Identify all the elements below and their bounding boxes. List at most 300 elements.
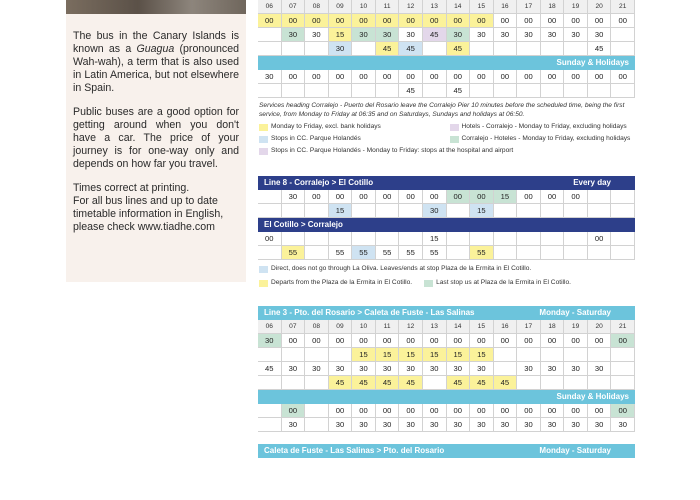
time-cell: 00 — [305, 334, 329, 348]
time-cell: 30 — [329, 42, 353, 56]
time-cell: 30 — [352, 28, 376, 42]
line3-title: Line 3 - Pto. del Rosario > Caleta de Fuste - Las Salinas — [264, 308, 475, 317]
line8-return-bar — [258, 218, 635, 232]
time-cell: 30 — [588, 362, 612, 376]
time-cell: 00 — [352, 190, 376, 204]
time-cell: 00 — [470, 14, 494, 28]
time-cell: 30 — [282, 190, 306, 204]
time-cell — [611, 84, 635, 98]
time-cell: 00 — [329, 404, 353, 418]
time-cell: 00 — [305, 190, 329, 204]
time-cell: 30 — [517, 28, 541, 42]
time-cell: 00 — [258, 232, 282, 246]
time-cell: 55 — [329, 246, 353, 260]
line3-weekday-grid — [258, 334, 635, 390]
time-cell: 00 — [399, 404, 423, 418]
intro-paragraph: The bus in the Canary Islands is known as a Guagua (pronounced Wah-wah), a term that is also used in Latin America, but not elsewhere in Spain. — [73, 30, 239, 94]
line-top-weekday-grid — [258, 14, 635, 56]
time-cell: 30 — [470, 28, 494, 42]
time-cell: 00 — [352, 404, 376, 418]
time-cell — [494, 362, 518, 376]
line3-holiday-bar — [258, 390, 635, 404]
holiday-label: Sunday & Holidays — [556, 392, 629, 401]
time-cell: 45 — [447, 84, 471, 98]
time-cell — [517, 348, 541, 362]
time-cell: 30 — [611, 418, 635, 432]
line8-title: Line 8 - Corralejo > El Cotillo — [264, 178, 374, 187]
time-cell: 00 — [399, 14, 423, 28]
line-top-holiday-grid — [258, 70, 635, 98]
timetable-info-text: For all bus lines and up to date timetable information in English, please check www.tiadhe.com — [73, 195, 224, 233]
time-cell: 00 — [423, 334, 447, 348]
time-cell: 00 — [470, 334, 494, 348]
time-cell — [470, 84, 494, 98]
line3-title-bar — [258, 306, 635, 320]
time-cell — [611, 28, 635, 42]
time-cell: 00 — [564, 190, 588, 204]
time-cell — [494, 246, 518, 260]
time-cell: 45 — [470, 376, 494, 390]
time-cell — [399, 232, 423, 246]
timetables — [258, 0, 635, 458]
time-cell: 00 — [588, 334, 612, 348]
legend-swatch — [450, 124, 459, 131]
time-cell — [541, 42, 565, 56]
time-cell: 00 — [282, 14, 306, 28]
time-cell — [258, 28, 282, 42]
hour-header-cell: 13 — [423, 0, 447, 14]
hour-header-cell: 13 — [423, 320, 447, 334]
time-cell: 00 — [376, 14, 400, 28]
line8-legend-departs: Departs from the Plaza de la Ermita in El Cotillo. — [259, 278, 412, 288]
time-cell: 00 — [541, 404, 565, 418]
time-cell — [352, 42, 376, 56]
time-cell: 00 — [352, 14, 376, 28]
hour-header-cell: 06 — [258, 320, 282, 334]
hour-header-cell: 18 — [541, 0, 565, 14]
hour-header-cell: 07 — [282, 0, 306, 14]
hours-header-top — [258, 0, 635, 14]
time-cell: 45 — [376, 42, 400, 56]
time-cell: 30 — [282, 28, 306, 42]
line8-return-title: El Cotillo > Corralejo — [264, 220, 343, 229]
time-cell: 45 — [494, 376, 518, 390]
time-cell — [376, 232, 400, 246]
time-cell: 30 — [376, 28, 400, 42]
time-cell — [305, 204, 329, 218]
legend-swatch — [424, 280, 433, 287]
hour-header-cell: 10 — [352, 0, 376, 14]
time-cell: 00 — [305, 70, 329, 84]
time-cell: 00 — [447, 404, 471, 418]
time-cell — [611, 204, 635, 218]
time-cell: 00 — [376, 334, 400, 348]
hour-header-cell: 15 — [470, 0, 494, 14]
line3-days: Monday - Saturday — [539, 308, 611, 317]
time-cell — [564, 246, 588, 260]
time-cell: 45 — [423, 28, 447, 42]
hour-header-cell: 12 — [399, 320, 423, 334]
time-cell — [470, 42, 494, 56]
line8-days: Every day — [573, 178, 611, 187]
time-cell — [517, 376, 541, 390]
time-cell: 00 — [282, 404, 306, 418]
hour-header-cell: 07 — [282, 320, 306, 334]
time-cell — [352, 204, 376, 218]
time-cell — [588, 348, 612, 362]
hour-header-cell: 21 — [611, 320, 635, 334]
time-cell: 00 — [494, 404, 518, 418]
time-cell — [588, 246, 612, 260]
time-cell: 15 — [376, 348, 400, 362]
time-cell: 30 — [376, 362, 400, 376]
time-cell: 00 — [423, 14, 447, 28]
time-cell: 00 — [588, 232, 612, 246]
time-cell: 45 — [399, 84, 423, 98]
hour-header-cell: 16 — [494, 0, 518, 14]
hour-header-cell: 08 — [305, 0, 329, 14]
time-cell — [305, 348, 329, 362]
time-cell: 00 — [588, 70, 612, 84]
time-cell: 30 — [588, 418, 612, 432]
time-cell — [352, 232, 376, 246]
time-cell — [564, 204, 588, 218]
time-cell: 30 — [564, 418, 588, 432]
time-cell — [494, 204, 518, 218]
time-cell — [564, 232, 588, 246]
time-cell: 00 — [423, 70, 447, 84]
time-cell: 00 — [282, 334, 306, 348]
time-cell: 30 — [541, 28, 565, 42]
time-cell: 30 — [282, 418, 306, 432]
time-cell: 30 — [399, 418, 423, 432]
time-cell: 00 — [541, 334, 565, 348]
time-cell: 00 — [447, 334, 471, 348]
time-cell: 00 — [611, 334, 635, 348]
times-correct-text: Times correct at printing. — [73, 182, 190, 194]
info-sidebar — [66, 14, 246, 282]
time-cell — [447, 232, 471, 246]
time-cell — [517, 204, 541, 218]
time-cell: 00 — [399, 70, 423, 84]
time-cell: 15 — [399, 348, 423, 362]
time-cell: 00 — [611, 14, 635, 28]
time-cell — [494, 232, 518, 246]
time-cell — [305, 42, 329, 56]
time-cell: 45 — [447, 376, 471, 390]
time-cell — [258, 246, 282, 260]
time-cell — [305, 232, 329, 246]
hour-header-cell: 11 — [376, 320, 400, 334]
time-cell: 00 — [376, 70, 400, 84]
time-cell: 00 — [564, 404, 588, 418]
time-cell — [282, 204, 306, 218]
legend-item: Hotels - Corralejo - Monday to Friday, excluding holidays — [450, 122, 635, 132]
time-cell: 30 — [423, 418, 447, 432]
line8-legend-direct: Direct, does not go through La Oliva. Leaves/ends at stop Plaza de la Ermita in El Cotillo. — [259, 264, 634, 274]
time-cell: 30 — [494, 28, 518, 42]
time-cell — [541, 348, 565, 362]
time-cell — [282, 348, 306, 362]
time-cell: 00 — [447, 14, 471, 28]
time-cell: 00 — [541, 70, 565, 84]
time-cell: 00 — [399, 190, 423, 204]
time-cell — [611, 348, 635, 362]
time-cell — [376, 204, 400, 218]
time-cell: 45 — [352, 376, 376, 390]
time-cell: 00 — [541, 190, 565, 204]
time-cell: 15 — [352, 348, 376, 362]
legend-item: Monday to Friday, excl. bank holidays — [259, 122, 444, 132]
time-cell — [305, 404, 329, 418]
time-cell: 00 — [282, 70, 306, 84]
time-cell: 45 — [399, 42, 423, 56]
time-cell: 15 — [329, 204, 353, 218]
time-cell: 00 — [447, 70, 471, 84]
time-cell: 30 — [376, 418, 400, 432]
hour-header-cell: 09 — [329, 320, 353, 334]
time-cell — [611, 42, 635, 56]
time-cell — [611, 362, 635, 376]
line3-return-bar — [258, 444, 635, 458]
legend-swatch — [259, 266, 268, 273]
time-cell: 30 — [399, 362, 423, 376]
time-cell — [517, 246, 541, 260]
time-cell: 45 — [447, 42, 471, 56]
time-cell: 00 — [517, 14, 541, 28]
time-cell: 00 — [494, 14, 518, 28]
line8-legend-last-stop: Last stop us at Plaza de la Ermita in El Cotillo. — [424, 278, 571, 288]
hour-header-cell: 19 — [564, 320, 588, 334]
legend-item: Corralejo - Hoteles - Monday to Friday, excluding holidays — [450, 134, 635, 144]
time-cell: 55 — [282, 246, 306, 260]
time-cell — [282, 376, 306, 390]
time-cell: 00 — [541, 14, 565, 28]
time-cell: 00 — [423, 404, 447, 418]
time-cell: 55 — [352, 246, 376, 260]
time-cell — [258, 204, 282, 218]
time-cell — [447, 246, 471, 260]
time-cell: 00 — [517, 190, 541, 204]
time-cell: 30 — [470, 418, 494, 432]
time-cell: 30 — [564, 362, 588, 376]
time-cell: 30 — [470, 362, 494, 376]
time-cell: 00 — [305, 14, 329, 28]
time-cell: 15 — [329, 28, 353, 42]
time-cell — [494, 348, 518, 362]
time-cell: 30 — [423, 204, 447, 218]
time-cell: 55 — [470, 246, 494, 260]
time-cell: 30 — [329, 362, 353, 376]
time-cell: 00 — [564, 14, 588, 28]
time-cell — [588, 376, 612, 390]
time-cell: 00 — [517, 70, 541, 84]
time-cell: 00 — [376, 190, 400, 204]
time-cell: 00 — [447, 190, 471, 204]
time-cell: 00 — [470, 404, 494, 418]
time-cell: 00 — [352, 334, 376, 348]
time-cell — [258, 42, 282, 56]
hour-header-cell: 18 — [541, 320, 565, 334]
time-cell — [329, 232, 353, 246]
legend-swatch — [450, 136, 459, 143]
time-cell: 00 — [494, 334, 518, 348]
line3-holiday-grid — [258, 404, 635, 432]
time-cell: 00 — [588, 14, 612, 28]
time-cell — [564, 84, 588, 98]
time-cell — [517, 232, 541, 246]
time-cell: 00 — [564, 334, 588, 348]
time-cell — [541, 204, 565, 218]
time-cell: 55 — [399, 246, 423, 260]
time-cell — [611, 190, 635, 204]
time-cell: 30 — [423, 362, 447, 376]
time-cell: 00 — [470, 190, 494, 204]
time-cell — [399, 204, 423, 218]
time-cell: 30 — [352, 418, 376, 432]
holiday-label: Sunday & Holidays — [556, 58, 629, 67]
time-cell — [517, 84, 541, 98]
time-cell — [494, 84, 518, 98]
time-cell: 55 — [376, 246, 400, 260]
time-cell — [352, 84, 376, 98]
time-cell — [470, 232, 494, 246]
hour-header-cell: 14 — [447, 320, 471, 334]
time-cell: 30 — [329, 418, 353, 432]
hour-header-cell: 16 — [494, 320, 518, 334]
time-cell: 00 — [611, 70, 635, 84]
time-cell — [282, 232, 306, 246]
hour-header-cell: 11 — [376, 0, 400, 14]
hour-header-cell: 10 — [352, 320, 376, 334]
time-cell: 00 — [588, 404, 612, 418]
hour-header-cell: 20 — [588, 320, 612, 334]
time-cell: 30 — [447, 418, 471, 432]
hour-header-cell: 08 — [305, 320, 329, 334]
time-cell — [611, 246, 635, 260]
public-buses-paragraph: Public buses are a good option for getting around when you don't have a car. The price of your journey is for one-way only and depends on how far you travel. — [73, 106, 239, 170]
time-cell: 30 — [541, 362, 565, 376]
hour-header-cell: 09 — [329, 0, 353, 14]
time-cell: 30 — [447, 362, 471, 376]
time-cell: 00 — [329, 70, 353, 84]
time-cell: 55 — [423, 246, 447, 260]
line-top-holiday-bar — [258, 56, 635, 70]
time-cell — [282, 42, 306, 56]
time-cell: 00 — [517, 334, 541, 348]
time-cell — [588, 190, 612, 204]
time-cell: 15 — [494, 190, 518, 204]
time-cell — [517, 42, 541, 56]
line8-grid — [258, 190, 635, 218]
time-cell — [258, 376, 282, 390]
time-cell — [258, 418, 282, 432]
time-cell: 00 — [611, 404, 635, 418]
hour-header-cell: 15 — [470, 320, 494, 334]
time-cell: 45 — [376, 376, 400, 390]
hour-header-cell: 21 — [611, 0, 635, 14]
time-cell: 00 — [470, 70, 494, 84]
legend-item-wide: Stops in CC. Parque Holandés - Monday to Friday: stops at the hospital and airport — [259, 146, 634, 156]
hour-header-cell: 17 — [517, 320, 541, 334]
hours-header-line3 — [258, 320, 635, 334]
time-cell: 30 — [517, 418, 541, 432]
time-cell — [447, 204, 471, 218]
time-cell: 30 — [258, 334, 282, 348]
time-cell: 00 — [494, 70, 518, 84]
hour-header-cell: 12 — [399, 0, 423, 14]
line-top-legend — [258, 122, 635, 144]
time-cell — [258, 348, 282, 362]
time-cell — [494, 42, 518, 56]
time-cell — [564, 42, 588, 56]
legend-swatch — [259, 148, 268, 155]
time-cell — [329, 348, 353, 362]
time-cell — [258, 84, 282, 98]
time-cell — [423, 84, 447, 98]
time-cell: 30 — [564, 28, 588, 42]
time-cell: 00 — [423, 190, 447, 204]
time-cell: 30 — [352, 362, 376, 376]
hour-header-cell: 19 — [564, 0, 588, 14]
hour-header-cell: 06 — [258, 0, 282, 14]
time-cell — [305, 376, 329, 390]
time-cell: 30 — [517, 362, 541, 376]
time-cell — [305, 418, 329, 432]
line3-return-title: Caleta de Fuste - Las Salinas > Pto. del Rosario — [264, 446, 445, 455]
time-cell — [423, 42, 447, 56]
time-cell: 15 — [423, 232, 447, 246]
time-cell: 00 — [376, 404, 400, 418]
time-cell: 00 — [258, 14, 282, 28]
time-cell — [564, 348, 588, 362]
time-cell — [282, 84, 306, 98]
time-cell: 30 — [399, 28, 423, 42]
time-cell: 00 — [329, 190, 353, 204]
header-photo — [66, 0, 246, 14]
time-cell: 30 — [305, 28, 329, 42]
time-cell: 45 — [258, 362, 282, 376]
hour-header-cell: 14 — [447, 0, 471, 14]
time-cell: 30 — [541, 418, 565, 432]
time-cell: 30 — [282, 362, 306, 376]
time-cell: 45 — [588, 42, 612, 56]
time-cell — [588, 84, 612, 98]
hour-header-cell: 20 — [588, 0, 612, 14]
time-cell: 30 — [447, 28, 471, 42]
time-cell — [329, 84, 353, 98]
time-cell — [611, 232, 635, 246]
legend-swatch — [259, 280, 268, 287]
time-cell — [423, 376, 447, 390]
time-cell — [376, 84, 400, 98]
time-cell: 30 — [588, 28, 612, 42]
line8-return-grid — [258, 232, 635, 260]
time-cell: 30 — [305, 362, 329, 376]
time-cell: 00 — [517, 404, 541, 418]
time-cell: 00 — [329, 334, 353, 348]
legend-swatch — [259, 136, 268, 143]
time-cell — [305, 84, 329, 98]
time-cell — [258, 190, 282, 204]
time-cell — [588, 204, 612, 218]
time-cell: 00 — [399, 334, 423, 348]
time-cell — [258, 404, 282, 418]
time-cell — [541, 232, 565, 246]
time-cell: 15 — [470, 204, 494, 218]
hour-header-cell: 17 — [517, 0, 541, 14]
time-cell: 15 — [423, 348, 447, 362]
